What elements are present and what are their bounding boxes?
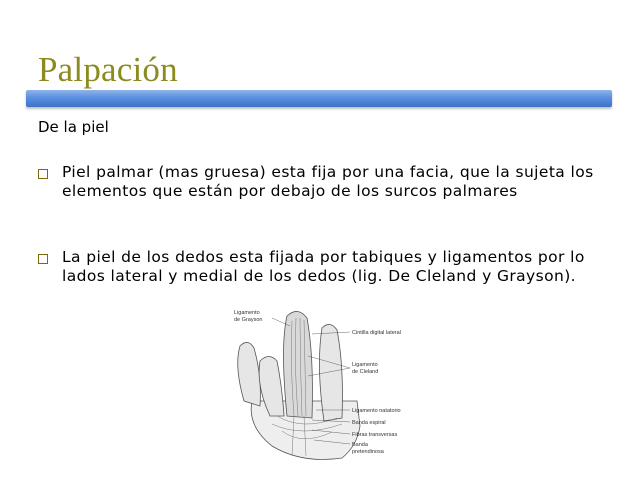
bullet-item [38,248,598,286]
label-natatorio: Ligamento natatorio [352,408,401,414]
bullet-item [38,163,598,201]
label-pretendinosa-2: pretendinosa [352,449,384,455]
label-grayson-2: de Grayson [234,317,263,323]
square-bullet-icon [38,254,48,264]
title-underline-bar [26,90,612,107]
bullet-text: La piel de los dedos esta fijada por tabiques y ligamentos por lo lados lateral y medial de los dedos (lig. De Cleland y Grayson). [62,248,585,285]
label-cintilla: Cintilla digital lateral [352,330,401,336]
label-grayson-1: Ligamento [234,310,260,316]
label-cleland-2: de Cleland [352,369,379,375]
label-pretendinosa-1: Banda [352,442,368,448]
hand-ligaments-illustration [232,306,422,466]
square-bullet-icon [38,169,48,179]
label-banda-espiral: Banda espiral [352,420,386,426]
label-cleland-1: Ligamento [352,362,378,368]
slide-subtitle: De la piel [38,118,109,136]
bullet-text: Piel palmar (mas gruesa) esta fija por una facia, que la sujeta los elementos que están por debajo de los surcos palmares [62,163,594,200]
slide-title: Palpación [38,50,178,89]
label-fibras: Fibras transversas [352,432,398,438]
hand-drawing [232,306,422,466]
